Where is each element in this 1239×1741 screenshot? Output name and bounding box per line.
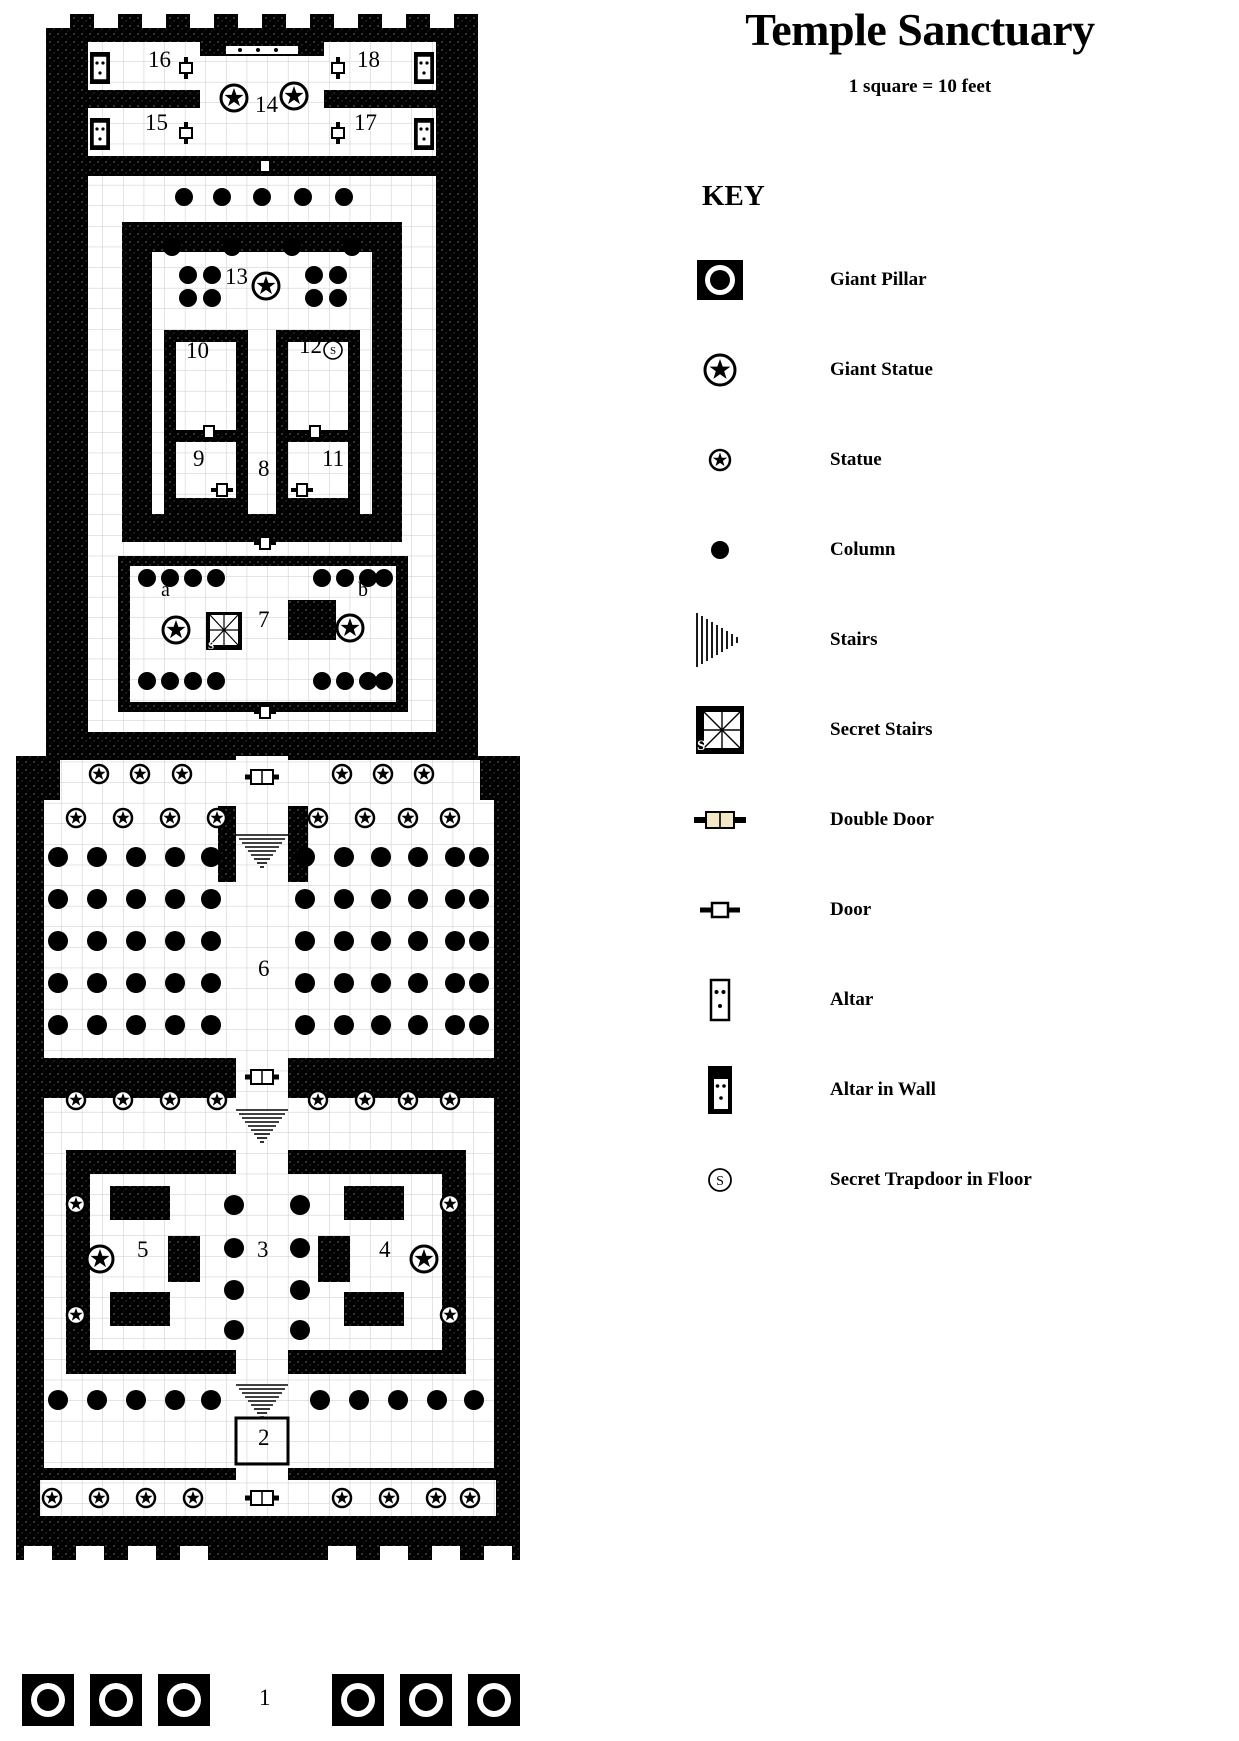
statue-icon xyxy=(660,444,780,476)
room-label: 13 xyxy=(225,264,248,289)
key-row-altar-in-wall xyxy=(660,1045,1180,1135)
key-row-door xyxy=(660,865,1180,955)
svg-text:S: S xyxy=(329,345,337,357)
key-row-secret-trapdoor xyxy=(660,1135,1180,1225)
key-row-double-door xyxy=(660,775,1180,865)
room-label: 5 xyxy=(137,1237,149,1262)
temple-map xyxy=(0,0,620,1736)
door-icon xyxy=(660,898,780,922)
room-label: b xyxy=(358,579,368,601)
page-title: Temple Sanctuary xyxy=(745,4,1095,55)
stairs-icon xyxy=(660,611,780,669)
key-heading: KEY xyxy=(702,180,765,212)
svg-text:S: S xyxy=(716,1174,724,1189)
key-label: Secret Stairs xyxy=(830,719,933,741)
column-icon xyxy=(660,538,780,562)
secret-trapdoor-room12 xyxy=(324,341,342,359)
room-label: 9 xyxy=(193,446,205,471)
room-label: 16 xyxy=(148,47,171,72)
key-label: Altar xyxy=(830,989,874,1011)
scale-note: 1 square = 10 feet xyxy=(848,76,992,98)
giant-pillar-icon xyxy=(660,257,780,303)
room-label: 6 xyxy=(258,956,270,981)
key-label: Altar in Wall xyxy=(830,1079,936,1101)
key-label: Giant Statue xyxy=(830,359,933,381)
room-label: 1 xyxy=(259,1685,271,1710)
secret-stairs-room7 xyxy=(206,612,242,652)
key-row-giant-pillar xyxy=(660,235,1180,325)
room-label: 11 xyxy=(322,446,345,471)
secret-trapdoor-icon xyxy=(660,1165,780,1195)
key-label: Statue xyxy=(830,449,882,471)
secret-stairs-icon xyxy=(660,704,780,756)
key-row-stairs xyxy=(660,595,1180,685)
key-label: Column xyxy=(830,539,896,561)
map-svg xyxy=(0,0,620,1736)
room-label: 4 xyxy=(379,1237,391,1262)
svg-text:S: S xyxy=(697,738,706,754)
key-label: Door xyxy=(830,899,872,921)
key-row-column xyxy=(660,505,1180,595)
double-door-icon xyxy=(660,807,780,833)
room-label: 15 xyxy=(145,110,168,135)
key-row-altar xyxy=(660,955,1180,1045)
room-label: 17 xyxy=(354,110,377,135)
key-label: Double Door xyxy=(830,809,934,831)
svg-text:S: S xyxy=(208,640,215,652)
key-row-giant-statue xyxy=(660,325,1180,415)
title-block xyxy=(620,0,1220,98)
key-row-secret-stairs xyxy=(660,685,1180,775)
map-key xyxy=(660,180,1180,1225)
giant-statue-icon xyxy=(660,348,780,392)
room-label: 14 xyxy=(255,92,278,117)
altar-icon xyxy=(660,976,780,1024)
key-label: Stairs xyxy=(830,629,878,651)
altar-in-wall-icon xyxy=(660,1064,780,1116)
room-label: 18 xyxy=(357,47,380,72)
room-label: a xyxy=(161,579,170,601)
room-label: 8 xyxy=(258,456,270,481)
key-label: Secret Trapdoor in Floor xyxy=(830,1169,1032,1191)
room-label: 2 xyxy=(258,1425,270,1450)
room-label: 3 xyxy=(257,1237,269,1262)
room-label: 12 xyxy=(299,333,322,358)
key-row-statue xyxy=(660,415,1180,505)
room-label: 7 xyxy=(258,607,270,632)
key-label: Giant Pillar xyxy=(830,269,927,291)
room-label: 10 xyxy=(186,338,209,363)
giant-pillar-group xyxy=(22,1674,520,1726)
